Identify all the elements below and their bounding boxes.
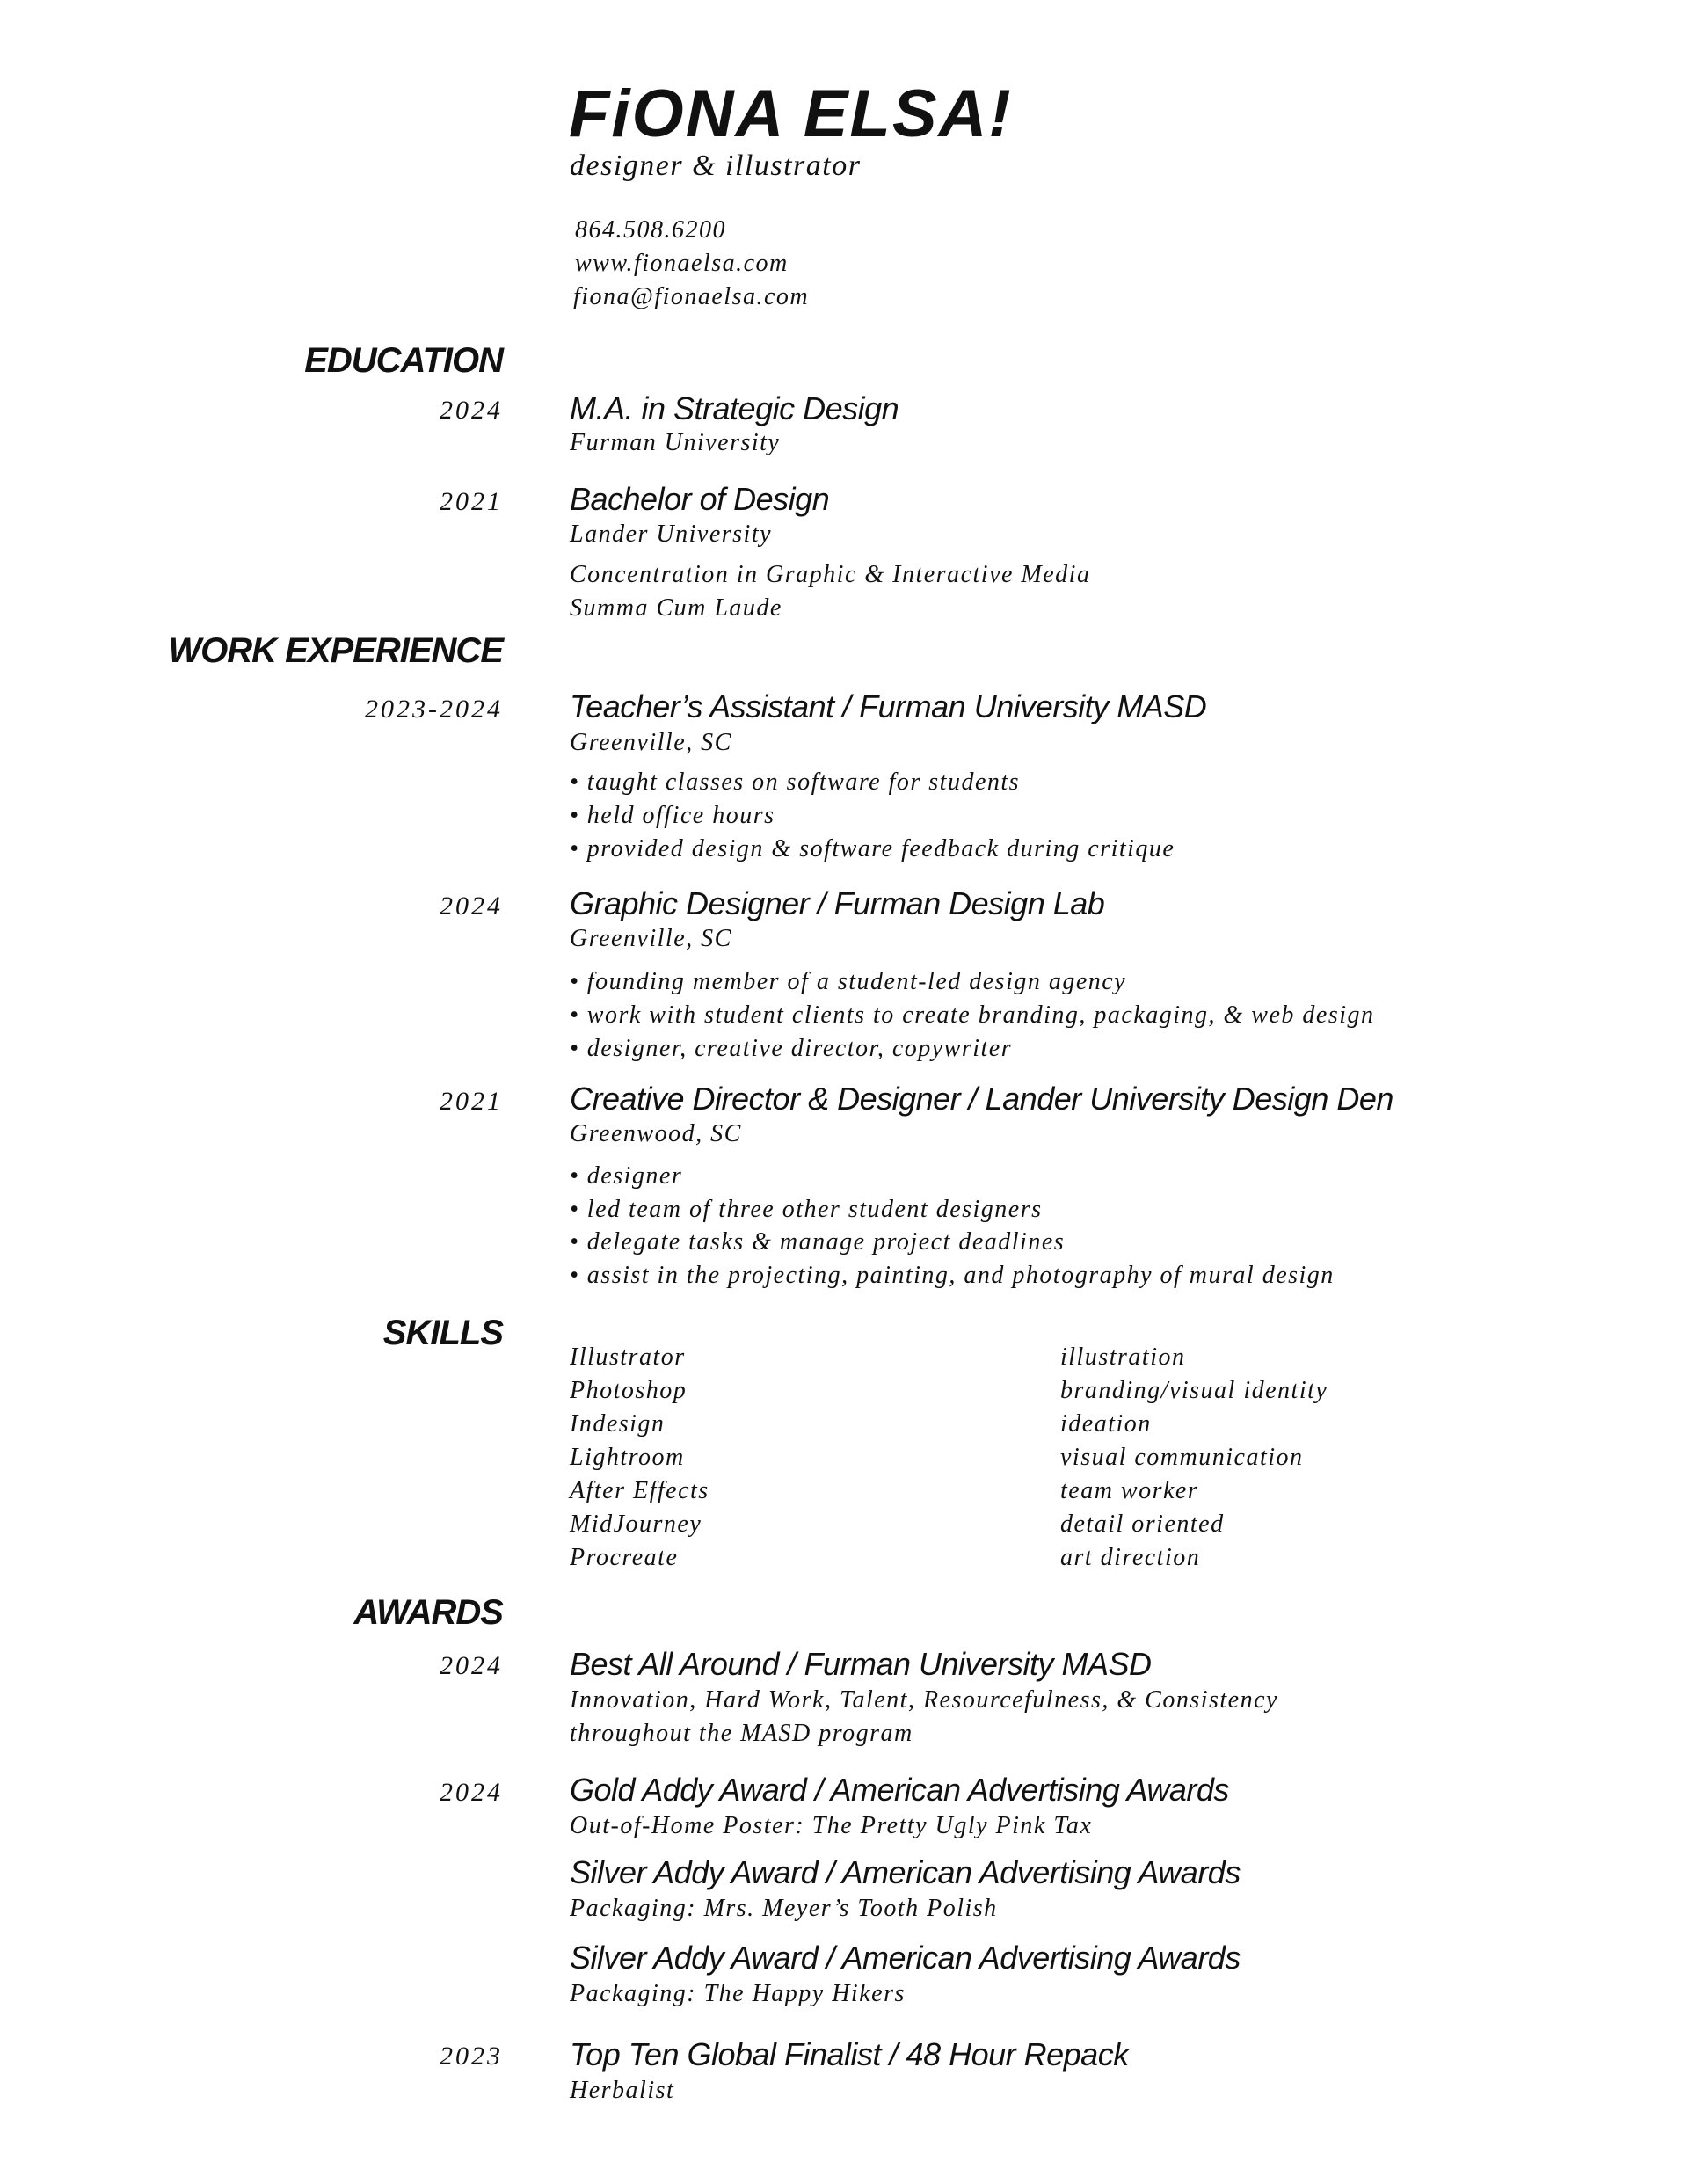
skill-software: Illustrator: [570, 1343, 686, 1371]
award-year: 2023: [440, 2042, 503, 2071]
work-bullet: • provided design & software feedback during critique: [570, 835, 1175, 863]
award-detail: Herbalist: [570, 2077, 675, 2104]
tagline: designer & illustrator: [570, 149, 862, 182]
skills-heading: SKILLS: [382, 1314, 503, 1352]
skill-software: Photoshop: [570, 1377, 688, 1404]
work-bullet: • designer: [570, 1162, 683, 1190]
education-title: Bachelor of Design: [570, 481, 830, 517]
website-link[interactable]: www.fionaelsa.com: [575, 250, 789, 277]
award-title: Gold Addy Award / American Advertising Awards: [570, 1772, 1229, 1808]
work-year: 2021: [440, 1087, 503, 1116]
skill-software: After Effects: [570, 1477, 709, 1504]
award-title: Best All Around / Furman University MASD: [570, 1646, 1152, 1682]
work-bullet: • work with student clients to create branding, packaging, & web design: [570, 1001, 1375, 1029]
award-detail: Packaging: Mrs. Meyer’s Tooth Polish: [570, 1895, 998, 1922]
award-title: Top Ten Global Finalist / 48 Hour Repack: [570, 2036, 1129, 2072]
education-year: 2021: [440, 487, 503, 516]
work-location: Greenville, SC: [570, 729, 732, 756]
skill-software: Lightroom: [570, 1444, 685, 1471]
work-bullet: • held office hours: [570, 802, 775, 829]
education-school: Lander University: [570, 521, 773, 548]
award-title: Silver Addy Award / American Advertising Awards: [570, 1854, 1241, 1890]
skill-software: Indesign: [570, 1410, 666, 1438]
skill-software: Procreate: [570, 1544, 679, 1571]
skill-ability: art direction: [1060, 1544, 1201, 1571]
education-heading: EDUCATION: [304, 341, 503, 380]
education-title: M.A. in Strategic Design: [570, 390, 899, 426]
skill-ability: illustration: [1060, 1343, 1186, 1371]
skill-ability: detail oriented: [1060, 1511, 1225, 1538]
work-bullet: • founding member of a student-led design agency: [570, 968, 1127, 995]
award-title: Silver Addy Award / American Advertising Awards: [570, 1940, 1241, 1976]
award-detail: throughout the MASD program: [570, 1720, 913, 1747]
email-link[interactable]: fiona@fionaelsa.com: [573, 283, 810, 310]
education-detail: Summa Cum Laude: [570, 594, 782, 622]
work-title: Creative Director & Designer / Lander University Design Den: [570, 1081, 1393, 1117]
work-year: 2023-2024: [365, 695, 503, 724]
work-location: Greenwood, SC: [570, 1120, 742, 1147]
award-year: 2024: [440, 1778, 503, 1807]
work-bullet: • designer, creative director, copywriter: [570, 1035, 1013, 1062]
award-detail: Innovation, Hard Work, Talent, Resourcefulness, & Consistency: [570, 1686, 1278, 1714]
work-year: 2024: [440, 892, 503, 921]
education-year: 2024: [440, 396, 503, 425]
phone: 864.508.6200: [575, 216, 726, 244]
work-title: Graphic Designer / Furman Design Lab: [570, 885, 1105, 921]
work-bullet: • delegate tasks & manage project deadlines: [570, 1228, 1066, 1256]
work-heading: WORK EXPERIENCE: [168, 631, 503, 670]
skill-ability: ideation: [1060, 1410, 1152, 1438]
award-year: 2024: [440, 1651, 503, 1680]
work-bullet: • led team of three other student designers: [570, 1196, 1043, 1223]
skill-ability: branding/visual identity: [1060, 1377, 1328, 1404]
skill-ability: team worker: [1060, 1477, 1199, 1504]
work-title: Teacher’s Assistant / Furman University MASD: [570, 688, 1207, 724]
award-detail: Packaging: The Happy Hikers: [570, 1980, 906, 2007]
name-logo: FiONA ELSA!: [569, 76, 1013, 151]
skill-software: MidJourney: [570, 1511, 702, 1538]
work-bullet: • assist in the projecting, painting, and photography of mural design: [570, 1262, 1335, 1289]
education-detail: Concentration in Graphic & Interactive Media: [570, 561, 1091, 588]
award-detail: Out-of-Home Poster: The Pretty Ugly Pink Tax: [570, 1812, 1093, 1839]
skill-ability: visual communication: [1060, 1444, 1304, 1471]
work-bullet: • taught classes on software for students: [570, 768, 1021, 796]
work-location: Greenville, SC: [570, 925, 732, 952]
education-school: Furman University: [570, 429, 781, 456]
awards-heading: AWARDS: [353, 1593, 503, 1632]
